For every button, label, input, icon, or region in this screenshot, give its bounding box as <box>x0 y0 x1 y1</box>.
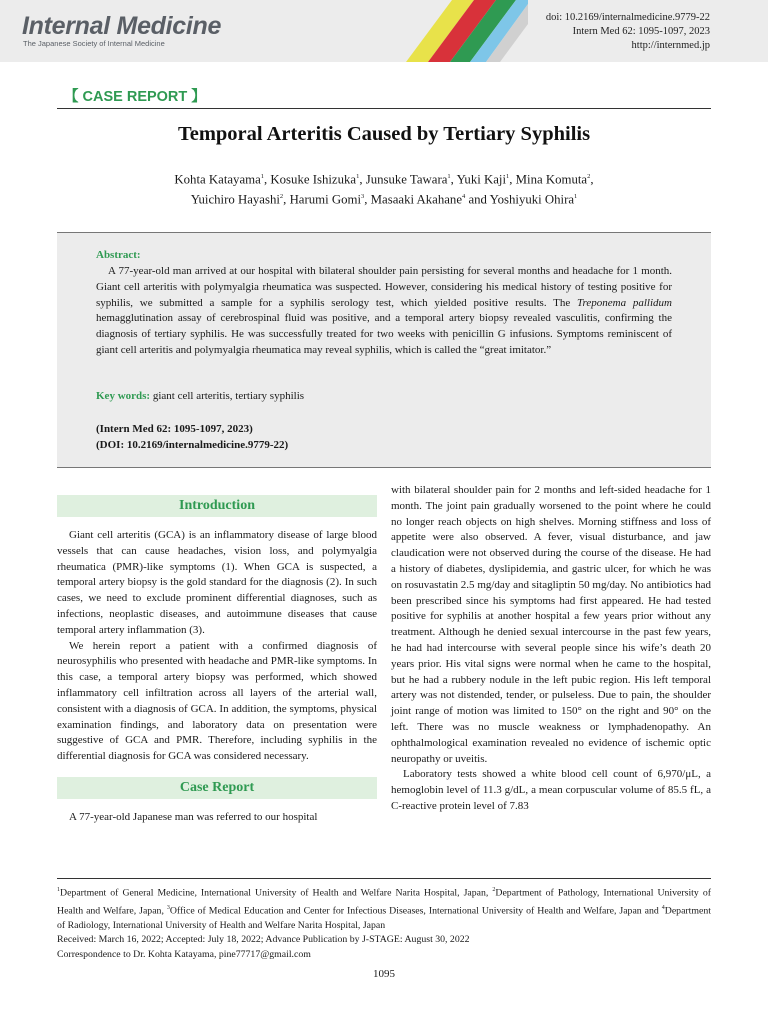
affiliation-marker: 1 <box>356 173 360 180</box>
affiliation-marker: 3 <box>361 193 365 201</box>
keywords-label: Key words: <box>96 390 151 402</box>
author-name: Yuki Kaji <box>456 172 507 187</box>
citation-volume: (Intern Med 62: 1095-1097, 2023) <box>96 423 253 435</box>
case-paragraph-1-start: A 77-year-old Japanese man was referred to our hospital <box>69 810 318 823</box>
body-column-left <box>57 483 377 826</box>
author-list: Kohta Katayama$^1$, Kosuke Ishizuka$^1$, Junsuke Tawara$^1$, Yuki Kaji$^1$, Mina Komuta$^2$, Yuichiro Hayashi$^2$, Harumi Gomi$^3$, Masaaki Akahane$^4$ and Yoshiyuki Ohira$^1$ <box>174 172 594 207</box>
section-heading-introduction: Introduction <box>57 495 377 517</box>
author-name: Harumi Gomi <box>289 192 362 207</box>
journal-header <box>0 0 768 62</box>
affiliation-marker: 1 <box>574 193 578 201</box>
decorative-stripes <box>388 0 528 62</box>
section-heading-case-report: Case Report <box>57 777 377 799</box>
received-dates: Received: March 16, 2022; Accepted: July 18, 2022; Advance Publication by J-STAGE: August 30, 2022 <box>57 934 470 946</box>
journal-logo: Internal Medicine <box>22 12 222 40</box>
author-name: Kohta Katayama <box>174 172 261 187</box>
affiliation-marker: 2 <box>587 173 591 180</box>
case-paragraph-1-cont: with bilateral shoulder pain for 2 months and left-sided headache for 1 month. The joint pain gradually worsened to the point where he could no longer reach objects on high shelves. Morning stiffness and loss of appetite were also observed. A fever, visual disturbance, and jaw claudication were not observed during the course of the disease. He had a history of diabetes, dyslipidemia, and gastric ulcer, for which he was on rosuvastatin 2.5 mg/day and sitagliptin 50 mg/day. No antibiotics had been prescribed since his symptoms had first appeared. He had tested positive for syphilis at another hospital a few years prior without any treatment. Although he denied sexual intercourse in the past few years, he had had intercourse with several people since his wife’s death 20 years prior. His vital signs were normal when he came to the hospital, but he had a rubbery nodule in the left pubic region. His left temporal artery was not distended, tender, or pulseless. Due to pain, the shoulder joint range of motion was limited to 150° on the right and 90° on the left. There was no muscle weakness or lymphadenopathy. An ophthalmological examination revealed no evidence of ischemic optic neuropathy or uveitis. <box>391 484 711 765</box>
affiliation-marker: 1 <box>260 173 265 180</box>
affiliation-marker: 4 <box>462 193 466 201</box>
abstract-label: Abstract: <box>96 249 141 261</box>
article-title: Temporal Arteritis Caused by Tertiary Syphilis <box>177 123 591 145</box>
author-name: Mina Komuta <box>515 172 588 187</box>
article-type-label: 【 CASE REPORT 】 <box>64 89 206 105</box>
affiliation-marker: 2 <box>279 193 284 201</box>
author-name: Masaaki Akahane <box>370 192 462 207</box>
case-paragraph-2: Laboratory tests showed a white blood cell count of 6,970/μL, a hemoglobin level of 11.3 g/dL, a mean corpuscular volume of 85.5 fL, a C-reactive protein level of 7.83 <box>391 768 711 812</box>
affiliations: $^1$Department of General Medicine, International University of Health and Welfare Narita Hospital, Japan, $^2$Department of Pathology, International University of Health and Welfare, Japan, $^3$Office of Medical Education and Center for Infectious Diseases, International University of Health and Welfare, Japan and $^4$Department of Radiology, International University of Health and Welfare Narita Hospital, Japan <box>57 887 711 931</box>
footnotes <box>57 883 711 962</box>
author-name: Yoshiyuki Ohira <box>489 192 575 207</box>
intro-paragraph-1: Giant cell arteritis (GCA) is an inflammatory disease of large blood vessels that can cause headaches, vision loss, and polymyalgia rheumatica (PMR)-like symptoms (1). When GCA is suspected, a temporal artery biopsy is the gold standard for the diagnosis (2). In such cases, we need to exclude prominent differential diagnoses, such as infections, neoplastic diseases, and autoimmune diseases that cause temporal artery inflammation (3). <box>57 529 377 636</box>
correspondence: Correspondence to Dr. Kohta Katayama, pine77717@gmail.com <box>57 948 311 960</box>
abstract-italic-term: Treponema pallidum <box>577 296 672 309</box>
author-name: Kosuke Ishizuka <box>270 172 357 187</box>
abstract-text: A 77-year-old man arrived at our hospital with bilateral shoulder pain persisting for several months and headache for 1 month. Giant cell arteritis with polymyalgia rheumatica was suspected. However, considering his medical history of testing positive for syphilis, we submitted a sample for a syphilis serology test, which yielded positive results. The Treponema pallidum hemagglutination assay of cerebrospinal fluid was positive, and a temporal artery biopsy revealed vasculitis, confirming the diagnosis of tertiary syphilis. He was successfully treated for two weeks with penicillin G infusions. Symptoms reminiscent of giant cell arteritis and polymyalgia rheumatica may reveal syphilis, which is called the “great imitator.” <box>96 265 672 356</box>
abstract-box <box>57 232 711 468</box>
body-column-right <box>391 483 711 815</box>
keywords-text: giant cell arteritis, tertiary syphilis <box>152 390 305 402</box>
footnote-rule <box>57 878 711 879</box>
doi-text[interactable]: doi: 10.2169/internalmedicine.9779-22 <box>545 12 710 23</box>
society-name: The Japanese Society of Internal Medicine <box>23 39 165 48</box>
title-rule-top <box>57 108 711 109</box>
author-name: Junsuke Tawara <box>365 172 448 187</box>
volume-text: Intern Med 62: 1095-1097, 2023 <box>572 26 710 37</box>
citation-block <box>96 422 288 453</box>
author-name: Yuichiro Hayashi <box>190 192 280 207</box>
citation-doi: (DOI: 10.2169/internalmedicine.9779-22) <box>96 438 289 451</box>
article-meta <box>546 11 710 53</box>
keywords <box>96 390 304 402</box>
journal-url-link[interactable]: http://internmed.jp <box>631 40 710 51</box>
page-number: 1095 <box>373 968 395 980</box>
affiliation-marker: 1 <box>447 173 451 180</box>
affiliation-marker: 1 <box>506 173 510 180</box>
intro-paragraph-2: We herein report a patient with a confirmed diagnosis of neurosyphilis who presented with headache and PMR-like symptoms. In this case, a temporal artery biopsy was performed, which showed inflammatory cell infiltration across all layers of the arterial wall, consistent with a diagnosis of GCA. In addition, the symptoms, physical examination findings, and laboratory data on presentation were suggestive of GCA and PMR. Therefore, including syphilis in the differential diagnosis for GCA was considered necessary. <box>57 639 377 763</box>
